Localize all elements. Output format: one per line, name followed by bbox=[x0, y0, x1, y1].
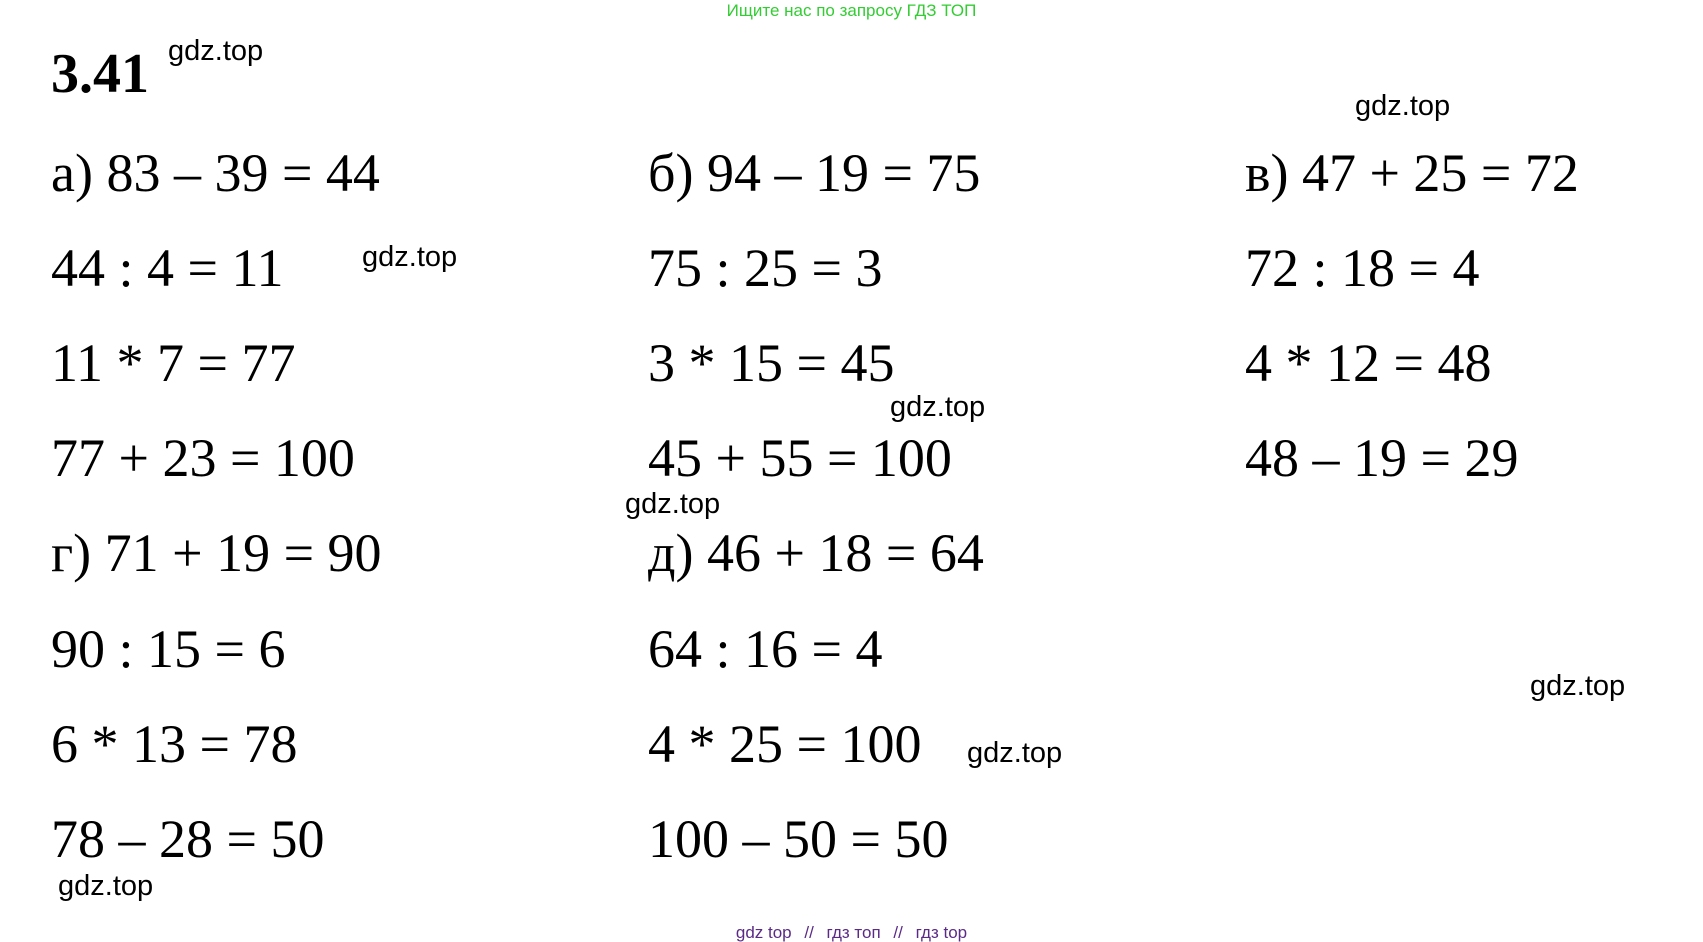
footer-separator: // bbox=[804, 923, 814, 942]
watermark: gdz.top bbox=[1355, 90, 1451, 122]
equation-d-4: 100 – 50 = 50 bbox=[648, 809, 949, 869]
watermark: gdz.top bbox=[890, 391, 986, 423]
equation-d-3: 4 * 25 = 100 bbox=[648, 714, 922, 774]
equation-g-3: 6 * 13 = 78 bbox=[51, 714, 298, 774]
equation-a-1: а) 83 – 39 = 44 bbox=[51, 143, 380, 203]
equation-g-1: г) 71 + 19 = 90 bbox=[51, 523, 382, 583]
equation-v-2: 72 : 18 = 4 bbox=[1245, 238, 1480, 298]
watermark: gdz.top bbox=[58, 870, 154, 902]
equation-v-4: 48 – 19 = 29 bbox=[1245, 428, 1519, 488]
equation-b-1: б) 94 – 19 = 75 bbox=[648, 143, 981, 203]
equation-a-2: 44 : 4 = 11 bbox=[51, 238, 284, 298]
watermark: gdz.top bbox=[168, 35, 264, 67]
footer-links bbox=[0, 924, 1703, 941]
footer-link-3[interactable]: гдз top bbox=[915, 923, 968, 942]
equation-d-1: д) 46 + 18 = 64 bbox=[648, 523, 984, 583]
equation-b-2: 75 : 25 = 3 bbox=[648, 238, 883, 298]
equation-g-4: 78 – 28 = 50 bbox=[51, 809, 325, 869]
watermark: gdz.top bbox=[967, 737, 1063, 769]
equation-v-1: в) 47 + 25 = 72 bbox=[1245, 143, 1579, 203]
footer-link-2[interactable]: гдз топ bbox=[826, 923, 881, 942]
watermark: gdz.top bbox=[625, 488, 721, 520]
equation-b-4: 45 + 55 = 100 bbox=[648, 428, 952, 488]
search-hint-banner: Ищите нас по запросу ГДЗ ТОП bbox=[726, 1, 977, 20]
equation-a-4: 77 + 23 = 100 bbox=[51, 428, 355, 488]
footer-link-1[interactable]: gdz top bbox=[735, 923, 792, 942]
equation-g-2: 90 : 15 = 6 bbox=[51, 619, 286, 679]
watermark: gdz.top bbox=[1530, 670, 1626, 702]
equation-b-3: 3 * 15 = 45 bbox=[648, 333, 895, 393]
equation-a-3: 11 * 7 = 77 bbox=[51, 333, 296, 393]
watermark: gdz.top bbox=[362, 241, 458, 273]
equation-d-2: 64 : 16 = 4 bbox=[648, 619, 883, 679]
task-number: 3.41 bbox=[51, 43, 149, 105]
equation-v-3: 4 * 12 = 48 bbox=[1245, 333, 1492, 393]
footer-separator: // bbox=[893, 923, 903, 942]
